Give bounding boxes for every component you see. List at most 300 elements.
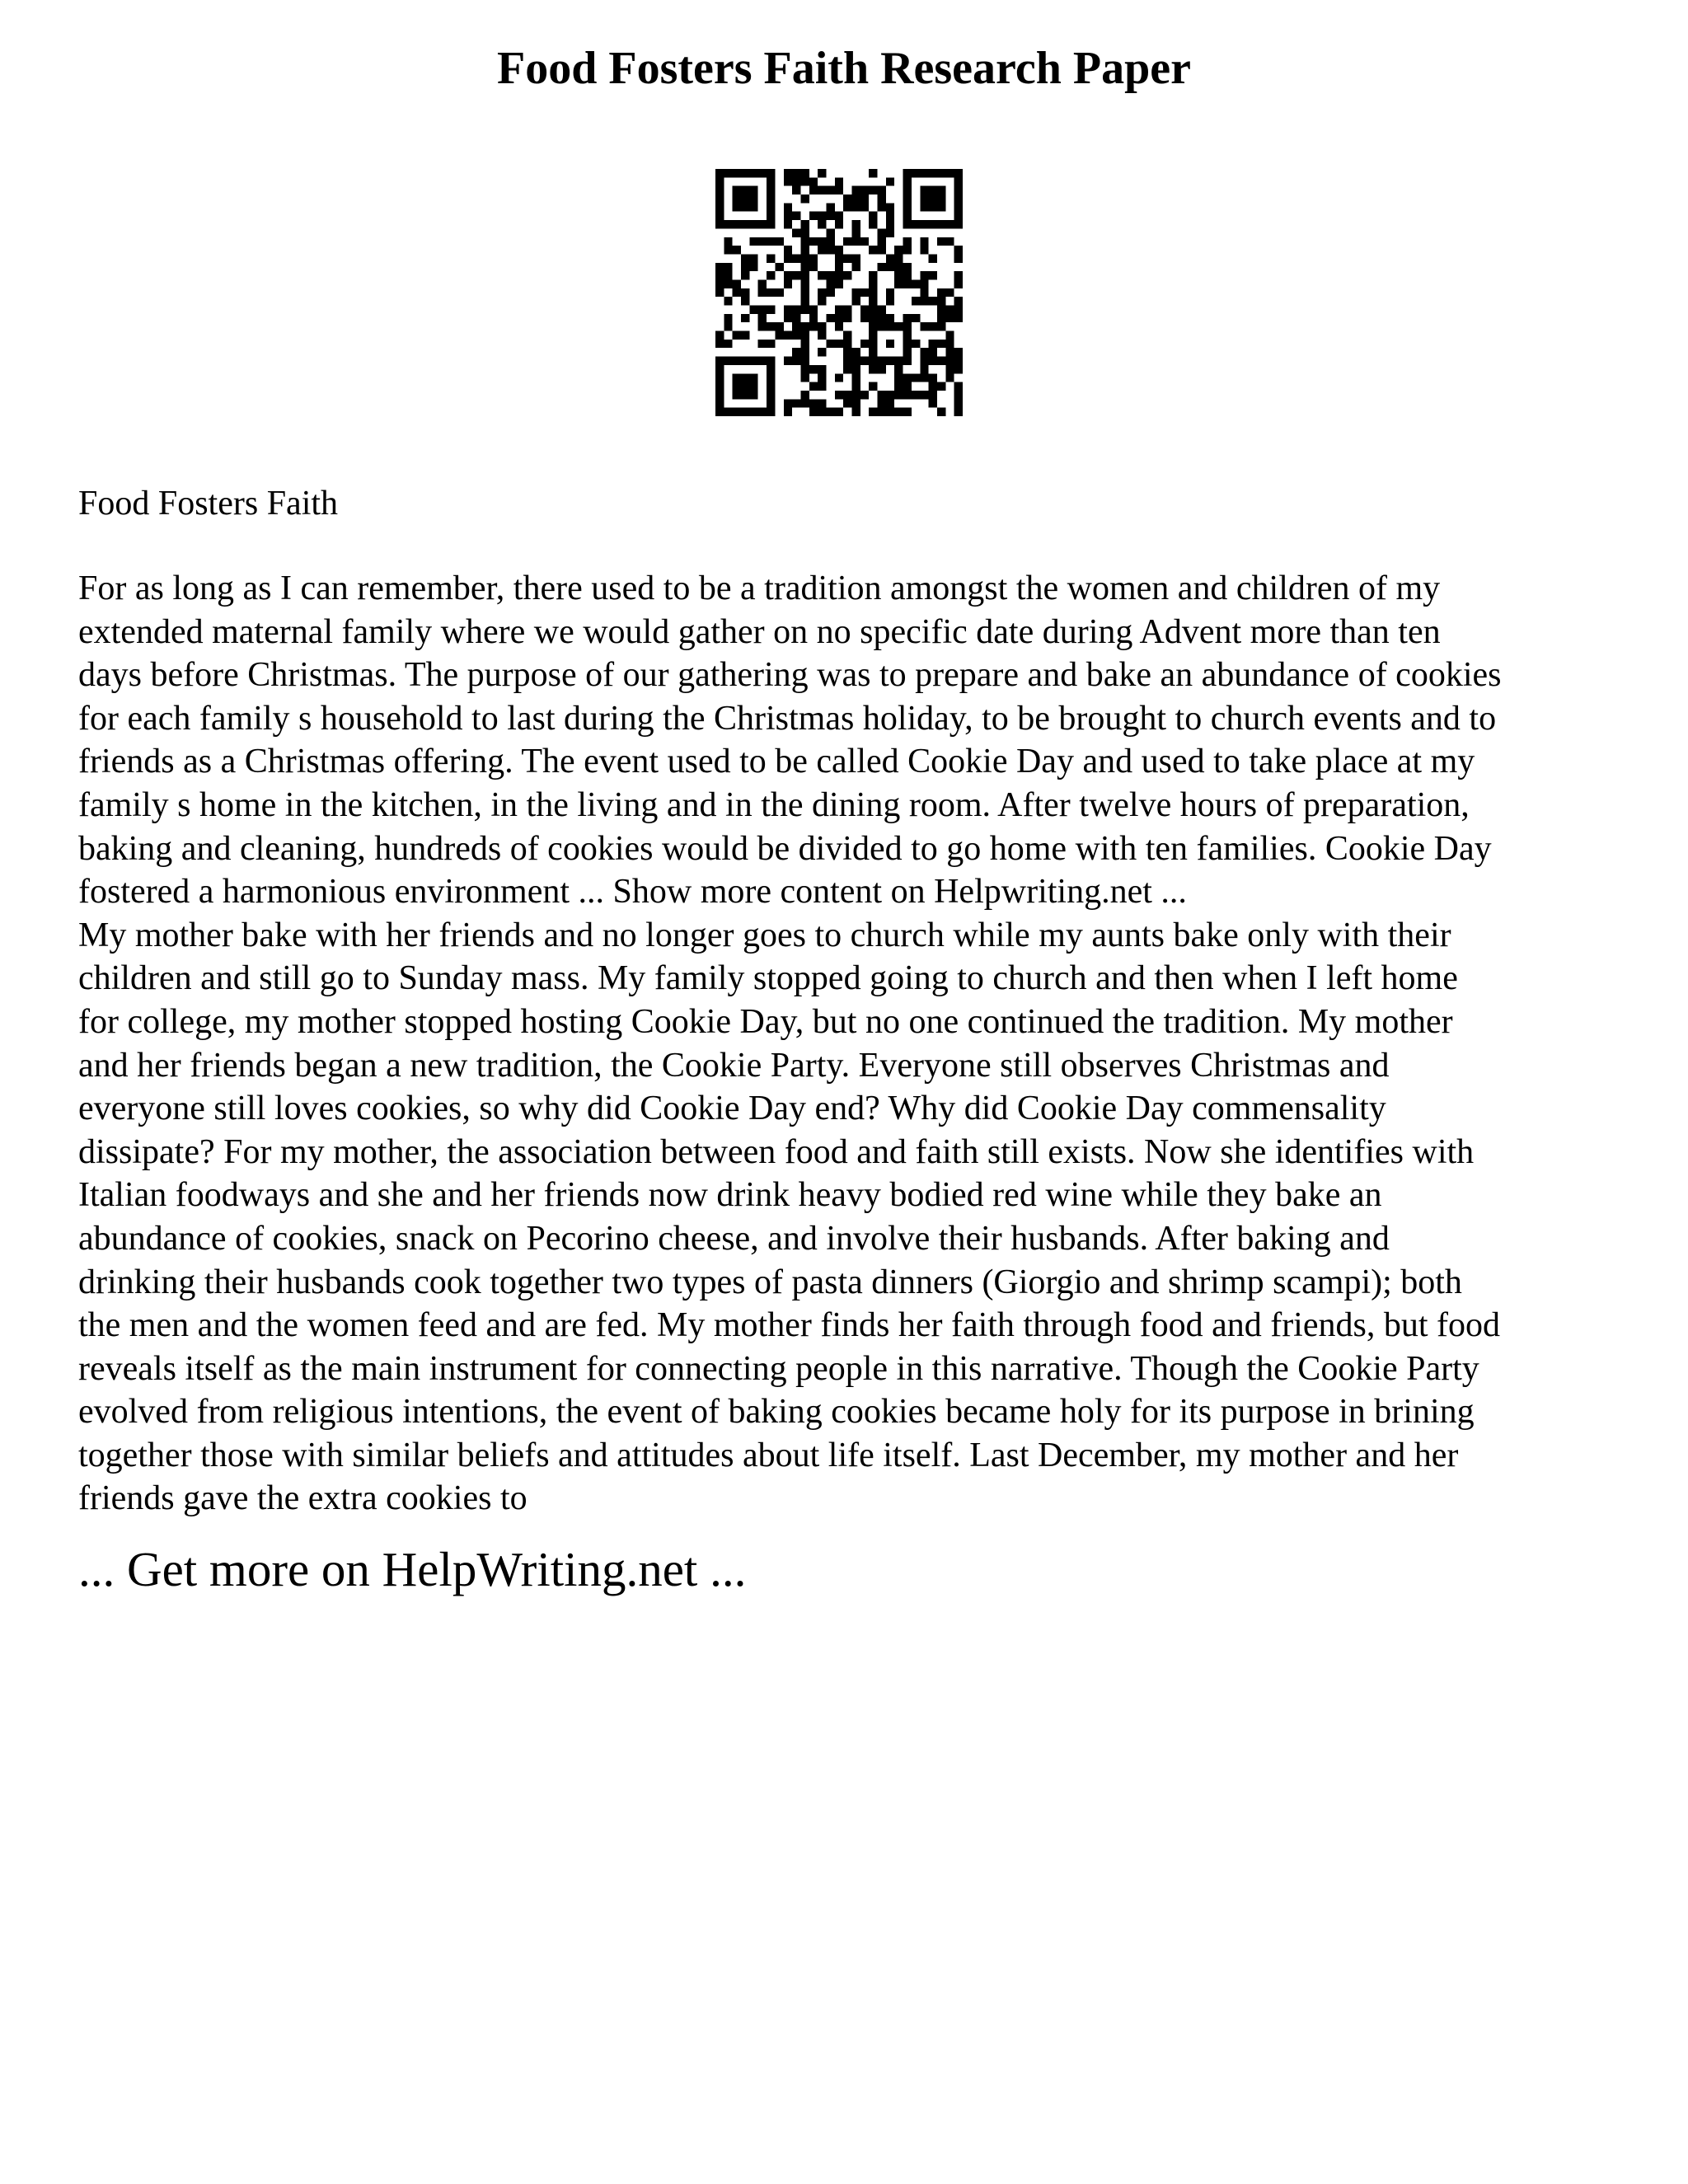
qr-module xyxy=(843,365,851,373)
qr-module xyxy=(886,254,894,262)
get-more-link[interactable]: ... Get more on HelpWriting.net ... xyxy=(78,1542,747,1596)
qr-module xyxy=(715,220,724,228)
qr-module xyxy=(878,399,886,407)
qr-module xyxy=(767,340,775,348)
qr-module xyxy=(775,288,783,297)
qr-module xyxy=(886,340,894,348)
qr-module xyxy=(784,314,792,322)
qr-module xyxy=(800,399,809,407)
qr-module xyxy=(852,228,860,237)
qr-module xyxy=(741,314,749,322)
qr-module xyxy=(869,322,877,330)
qr-module xyxy=(792,212,800,220)
qr-module xyxy=(767,237,775,246)
paragraph-line: together those with similar beliefs and attitudes about life itself. Last December, my mother and her xyxy=(78,1436,1459,1474)
qr-module xyxy=(818,186,826,194)
qr-module xyxy=(920,279,928,288)
qr-module xyxy=(767,220,775,228)
qr-module xyxy=(749,382,757,391)
qr-module xyxy=(894,322,903,330)
qr-module xyxy=(843,340,851,348)
qr-module xyxy=(929,399,937,407)
qr-module xyxy=(818,348,826,356)
qr-module xyxy=(792,348,800,356)
paragraph-line: evolved from religious intentions, the event of baking cookies became holy for its purpose in brining xyxy=(78,1393,1475,1432)
qr-module xyxy=(869,348,877,356)
qr-module xyxy=(835,254,843,262)
qr-module xyxy=(724,263,732,271)
qr-module xyxy=(920,237,928,246)
qr-module xyxy=(920,322,928,330)
qr-module xyxy=(800,169,809,177)
qr-module xyxy=(741,357,749,365)
qr-module xyxy=(758,306,767,314)
qr-module xyxy=(945,237,954,246)
paragraph-line: abundance of cookies, snack on Pecorino cheese, and involve their husbands. After baking and xyxy=(78,1219,1390,1258)
qr-module xyxy=(954,186,963,194)
qr-module xyxy=(954,203,963,211)
qr-module xyxy=(792,331,800,340)
qr-module xyxy=(800,306,809,314)
qr-module xyxy=(903,177,912,185)
qr-module xyxy=(903,348,912,356)
paragraph-line: days before Christmas. The purpose of our gathering was to prepare and bake an abundance of cookies xyxy=(78,656,1502,695)
qr-module xyxy=(826,288,834,297)
qr-module xyxy=(826,408,834,416)
qr-module xyxy=(715,169,724,177)
qr-module xyxy=(741,288,749,297)
qr-module xyxy=(749,194,757,203)
paragraph-line: children and still go to Sunday mass. My family stopped going to church and then when I left home xyxy=(78,959,1458,998)
qr-module xyxy=(929,169,937,177)
qr-module xyxy=(860,186,869,194)
qr-module xyxy=(835,263,843,271)
qr-module xyxy=(741,203,749,211)
qr-module xyxy=(758,340,767,348)
qr-module xyxy=(767,288,775,297)
qr-module xyxy=(767,408,775,416)
qr-module xyxy=(886,391,894,399)
qr-module xyxy=(826,212,834,220)
qr-module xyxy=(894,382,903,391)
qr-module xyxy=(733,220,741,228)
qr-module xyxy=(715,212,724,220)
qr-module xyxy=(800,288,809,297)
qr-module xyxy=(835,220,843,228)
qr-module xyxy=(741,186,749,194)
qr-module xyxy=(800,365,809,373)
qr-module xyxy=(920,194,928,203)
qr-module xyxy=(835,186,843,194)
qr-module xyxy=(937,169,945,177)
qr-module xyxy=(878,322,886,330)
qr-module xyxy=(912,391,920,399)
qr-module xyxy=(767,177,775,185)
qr-module xyxy=(937,237,945,246)
qr-module xyxy=(886,357,894,365)
qr-module xyxy=(749,263,757,271)
qr-module xyxy=(852,194,860,203)
qr-module xyxy=(835,246,843,254)
qr-module xyxy=(852,382,860,391)
qr-module xyxy=(894,254,903,262)
qr-module xyxy=(715,279,724,288)
qr-module xyxy=(843,237,851,246)
qr-module xyxy=(929,194,937,203)
qr-module xyxy=(929,297,937,305)
qr-module xyxy=(929,357,937,365)
qr-module xyxy=(852,263,860,271)
qr-module xyxy=(809,254,818,262)
qr-module xyxy=(835,408,843,416)
qr-module xyxy=(818,288,826,297)
qr-module xyxy=(749,357,757,365)
page-title: Food Fosters Faith Research Paper xyxy=(497,43,1191,94)
qr-module xyxy=(894,263,903,271)
qr-module xyxy=(835,212,843,220)
qr-module xyxy=(758,322,767,330)
qr-module xyxy=(715,373,724,382)
qr-module xyxy=(826,271,834,279)
qr-module xyxy=(826,228,834,237)
qr-module xyxy=(869,382,877,391)
qr-module xyxy=(724,314,732,322)
qr-module xyxy=(809,177,818,185)
qr-module xyxy=(886,203,894,211)
qr-module xyxy=(724,297,732,305)
qr-module xyxy=(741,408,749,416)
qr-module xyxy=(954,177,963,185)
qr-module xyxy=(835,271,843,279)
qr-module xyxy=(835,279,843,288)
qr-module xyxy=(724,322,732,330)
qr-module xyxy=(929,186,937,194)
qr-module xyxy=(818,382,826,391)
qr-module xyxy=(945,348,954,356)
qr-module xyxy=(733,357,741,365)
qr-module xyxy=(869,271,877,279)
qr-module xyxy=(869,314,877,322)
qr-module xyxy=(869,365,877,373)
qr-module xyxy=(886,177,894,185)
qr-module xyxy=(929,373,937,382)
qr-module xyxy=(741,220,749,228)
qr-module xyxy=(800,357,809,365)
qr-module xyxy=(715,263,724,271)
qr-module xyxy=(878,408,886,416)
qr-module xyxy=(800,331,809,340)
qr-module xyxy=(818,365,826,373)
qr-module xyxy=(792,322,800,330)
qr-module xyxy=(903,246,912,254)
qr-module xyxy=(903,331,912,340)
qr-module xyxy=(775,331,783,340)
paragraph-line: the men and the women feed and are fed. My mother finds her faith through food and friends, but food xyxy=(78,1306,1500,1345)
qr-module xyxy=(903,373,912,382)
qr-module xyxy=(800,177,809,185)
paragraph-line: friends as a Christmas offering. The event used to be called Cookie Day and used to take place at my xyxy=(78,743,1475,781)
qr-module xyxy=(869,331,877,340)
qr-module xyxy=(784,246,792,254)
qr-module xyxy=(767,391,775,399)
qr-module xyxy=(945,314,954,322)
qr-module xyxy=(784,212,792,220)
qr-module xyxy=(715,271,724,279)
qr-module xyxy=(878,228,886,237)
qr-module xyxy=(749,203,757,211)
qr-module xyxy=(818,297,826,305)
qr-module xyxy=(903,212,912,220)
qr-module xyxy=(945,340,954,348)
qr-module xyxy=(800,220,809,228)
qr-module xyxy=(852,391,860,399)
qr-module xyxy=(800,373,809,382)
qr-module xyxy=(878,203,886,211)
qr-module xyxy=(937,220,945,228)
qr-module xyxy=(894,246,903,254)
qr-module xyxy=(724,237,732,246)
qr-module xyxy=(903,169,912,177)
qr-module xyxy=(835,340,843,348)
qr-module xyxy=(903,220,912,228)
paragraph-line: extended maternal family where we would gather on no specific date during Advent more than ten xyxy=(78,612,1441,651)
qr-module xyxy=(954,271,963,279)
qr-module xyxy=(818,373,826,382)
qr-module xyxy=(920,288,928,297)
qr-module xyxy=(878,357,886,365)
qr-module xyxy=(903,357,912,365)
qr-module xyxy=(784,357,792,365)
qr-module xyxy=(894,391,903,399)
qr-module xyxy=(724,169,732,177)
qr-module xyxy=(929,322,937,330)
qr-module xyxy=(894,279,903,288)
qr-module xyxy=(749,373,757,382)
qr-module xyxy=(809,322,818,330)
qr-module xyxy=(767,373,775,382)
qr-module xyxy=(843,271,851,279)
qr-module xyxy=(809,306,818,314)
qr-module xyxy=(800,297,809,305)
paragraph-line: Italian foodways and she and her friends now drink heavy bodied red wine while they bake an xyxy=(78,1176,1382,1215)
qr-module xyxy=(792,357,800,365)
qr-module xyxy=(715,177,724,185)
qr-module xyxy=(758,288,767,297)
qr-module xyxy=(937,408,945,416)
qr-module xyxy=(954,246,963,254)
paragraph-line: My mother bake with her friends and no longer goes to church while my aunts bake only with their xyxy=(78,916,1451,954)
qr-module xyxy=(852,297,860,305)
qr-module xyxy=(903,237,912,246)
qr-module xyxy=(767,169,775,177)
qr-module xyxy=(920,373,928,382)
qr-module xyxy=(852,357,860,365)
qr-module xyxy=(929,220,937,228)
qr-module xyxy=(784,399,792,407)
qr-module xyxy=(843,399,851,407)
qr-module xyxy=(860,357,869,365)
qr-module xyxy=(903,340,912,348)
qr-module xyxy=(937,297,945,305)
qr-module xyxy=(945,357,954,365)
qr-module xyxy=(869,220,877,228)
qr-module xyxy=(767,212,775,220)
qr-module xyxy=(818,399,826,407)
qr-module xyxy=(869,297,877,305)
qr-module xyxy=(929,382,937,391)
qr-module xyxy=(912,220,920,228)
qr-module xyxy=(715,340,724,348)
body-paragraph xyxy=(78,567,1628,1521)
qr-module xyxy=(869,288,877,297)
qr-module xyxy=(758,169,767,177)
qr-module xyxy=(835,391,843,399)
qr-module xyxy=(852,348,860,356)
qr-module xyxy=(843,331,851,340)
qr-module xyxy=(733,373,741,382)
qr-module xyxy=(733,331,741,340)
qr-module xyxy=(945,288,954,297)
qr-module xyxy=(792,271,800,279)
qr-module xyxy=(920,186,928,194)
qr-module xyxy=(912,340,920,348)
qr-code-graphic xyxy=(715,169,963,416)
qr-module xyxy=(800,340,809,348)
qr-module xyxy=(860,391,869,399)
qr-module xyxy=(954,408,963,416)
qr-module xyxy=(869,408,877,416)
qr-module xyxy=(826,314,834,322)
qr-module xyxy=(809,186,818,194)
qr-module xyxy=(954,348,963,356)
qr-module xyxy=(758,408,767,416)
qr-module xyxy=(886,263,894,271)
qr-module xyxy=(886,228,894,237)
qr-module xyxy=(954,357,963,365)
qr-module xyxy=(818,246,826,254)
qr-module xyxy=(852,220,860,228)
qr-module xyxy=(945,331,954,340)
qr-module xyxy=(929,391,937,399)
qr-module xyxy=(784,177,792,185)
qr-module xyxy=(860,314,869,322)
qr-module xyxy=(869,340,877,348)
qr-module xyxy=(903,263,912,271)
qr-module xyxy=(903,314,912,322)
qr-module xyxy=(758,314,767,322)
paragraph-line: and her friends began a new tradition, the Cookie Party. Everyone still observes Christmas and xyxy=(78,1046,1390,1085)
qr-module xyxy=(767,365,775,373)
section-heading: Food Fosters Faith xyxy=(78,485,339,523)
qr-module xyxy=(894,271,903,279)
qr-module xyxy=(758,237,767,246)
qr-module xyxy=(741,169,749,177)
qr-module xyxy=(749,169,757,177)
qr-module xyxy=(869,306,877,314)
qr-module xyxy=(741,331,749,340)
qr-module xyxy=(792,399,800,407)
paragraph-line: family s home in the kitchen, in the living and in the dining room. After twelve hours of preparation, xyxy=(78,785,1470,824)
qr-module xyxy=(886,399,894,407)
qr-module xyxy=(775,237,783,246)
qr-module xyxy=(724,220,732,228)
qr-module xyxy=(937,322,945,330)
qr-module xyxy=(800,263,809,271)
qr-module xyxy=(835,177,843,185)
qr-module xyxy=(869,357,877,365)
qr-module xyxy=(818,169,826,177)
qr-module xyxy=(860,194,869,203)
qr-module xyxy=(878,365,886,373)
qr-module xyxy=(733,279,741,288)
qr-module xyxy=(724,357,732,365)
qr-module xyxy=(767,203,775,211)
paragraph-line: For as long as I can remember, there used to be a tradition amongst the women and children of my xyxy=(78,569,1441,607)
qr-module xyxy=(758,279,767,288)
qr-module xyxy=(852,203,860,211)
qr-module xyxy=(809,399,818,407)
qr-module xyxy=(920,357,928,365)
qr-module xyxy=(903,391,912,399)
qr-module xyxy=(954,194,963,203)
qr-module xyxy=(835,373,843,382)
qr-module xyxy=(767,186,775,194)
qr-module xyxy=(733,288,741,297)
qr-module xyxy=(886,220,894,228)
qr-module xyxy=(843,357,851,365)
paragraph-line: baking and cleaning, hundreds of cookies would be divided to go home with ten families. Cookie Day xyxy=(78,829,1492,868)
qr-module xyxy=(792,169,800,177)
qr-module xyxy=(818,212,826,220)
qr-module xyxy=(860,340,869,348)
qr-module xyxy=(945,365,954,373)
qr-module xyxy=(800,279,809,288)
qr-module xyxy=(715,203,724,211)
qr-module xyxy=(903,322,912,330)
qr-module xyxy=(843,391,851,399)
qr-module xyxy=(715,399,724,407)
qr-module xyxy=(954,399,963,407)
qr-module xyxy=(724,279,732,288)
qr-module xyxy=(843,203,851,211)
qr-module xyxy=(741,297,749,305)
qr-module xyxy=(878,391,886,399)
qr-module xyxy=(954,254,963,262)
qr-module xyxy=(792,306,800,314)
qr-module xyxy=(929,271,937,279)
qr-module xyxy=(741,271,749,279)
qr-module xyxy=(878,237,886,246)
qr-module xyxy=(784,203,792,211)
qr-module xyxy=(860,306,869,314)
qr-module xyxy=(878,186,886,194)
qr-module xyxy=(903,186,912,194)
qr-module xyxy=(724,271,732,279)
qr-module xyxy=(886,314,894,322)
paragraph-line: dissipate? For my mother, the association between food and faith still exists. Now she identifies with xyxy=(78,1132,1475,1171)
qr-module xyxy=(903,271,912,279)
paragraph-line: for college, my mother stopped hosting Cookie Day, but no one continued the tradition. My mother xyxy=(78,1002,1453,1041)
qr-module xyxy=(715,331,724,340)
qr-module xyxy=(894,408,903,416)
qr-module xyxy=(826,279,834,288)
qr-module xyxy=(920,365,928,373)
qr-module xyxy=(886,297,894,305)
qr-module xyxy=(945,169,954,177)
qr-module xyxy=(937,340,945,348)
qr-module xyxy=(767,271,775,279)
qr-module xyxy=(733,391,741,399)
